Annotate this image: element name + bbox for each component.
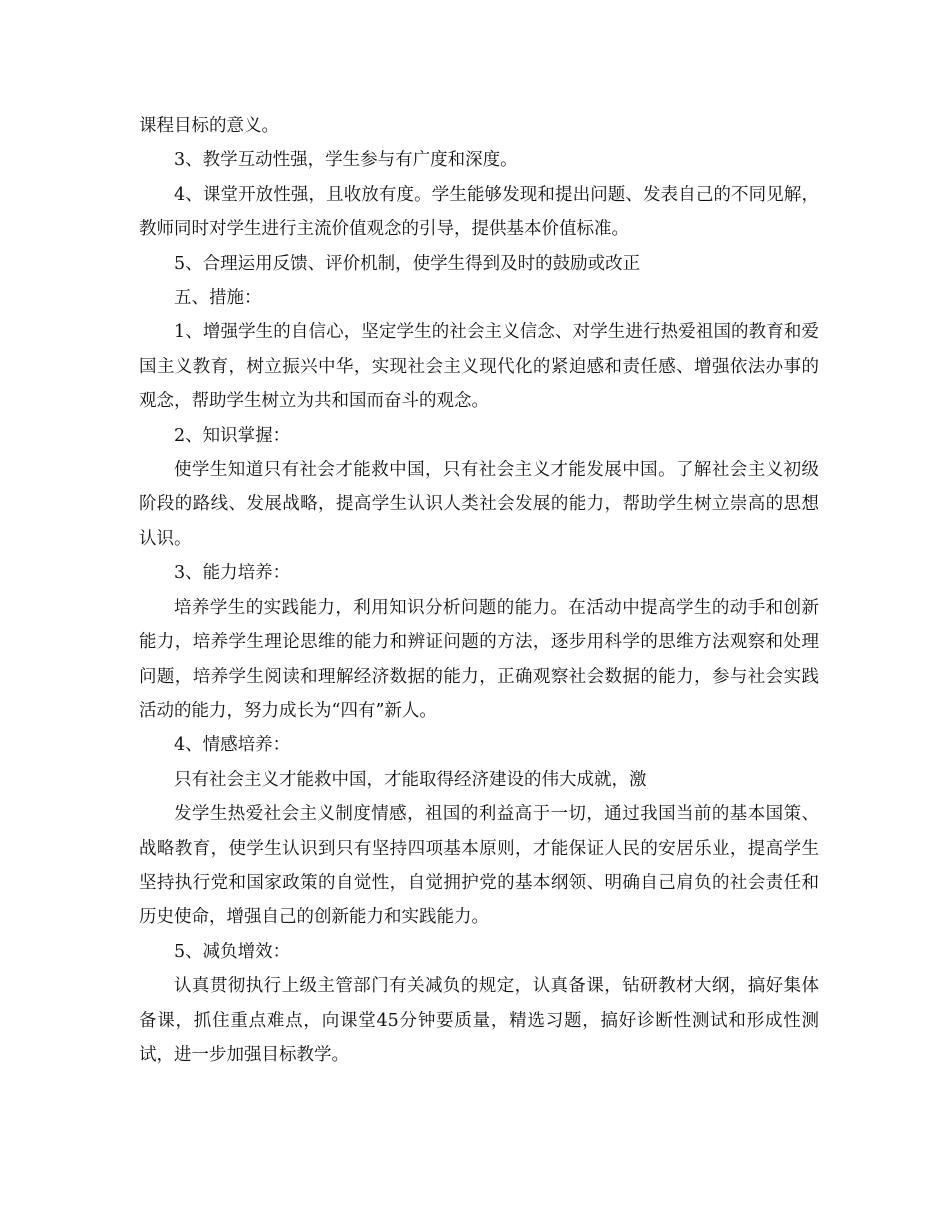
paragraph-emotion-line: 只有社会主义才能救中国，才能取得经济建设的伟大成就，激: [174, 769, 647, 790]
paragraph-item-3: 3、教学互动性强，学生参与有广度和深度。: [174, 150, 518, 171]
section-heading-measures: 五、措施：: [174, 288, 262, 309]
paragraph-item-5: 5、合理运用反馈、评价机制，使学生得到及时的鼓励或改正: [174, 253, 641, 274]
subheading-emotion: 4、情感培养：: [174, 735, 291, 756]
paragraph-item-4: 4、课堂开放性强，且收放有度。学生能够发现和提出问题、发表自己的不同见解，教师同时对学生进行主流价值观念的引导，提供基本价值标准。: [139, 184, 819, 240]
paragraph-ability: 培养学生的实践能力，利用知识分析问题的能力。在活动中提高学生的动手和创新能力，培养学生理论思维的能力和辨证问题的方法，逐步用科学的思维方法观察和处理问题，培养学生阅读和理解经济数据的能力，正确观察社会数据的能力，参与社会实践活动的能力，努力成长为“四有”新人。: [139, 597, 819, 721]
paragraph-continuation: 课程目标的意义。: [139, 116, 279, 136]
paragraph-emotion: 发学生热爱社会主义制度情感，祖国的利益高于一切，通过我国当前的基本国策、战略教育，使学生认识到只有坚持四项基本原则，才能保证人民的安居乐业，提高学生坚持执行党和国家政策的自觉性，自觉拥护党的基本纲领、明确自己肩负的社会责任和历史使命，增强自己的创新能力和实践能力。: [139, 804, 819, 928]
paragraph-burden-reduction: 认真贯彻执行上级主管部门有关减负的规定，认真备课，钻研教材大纲，搞好集体备课，抓住重点难点，向课堂45分钟要质量，精选习题，搞好诊断性测试和形成性测试，进一步加强目标教学。: [139, 976, 819, 1065]
subheading-burden-reduction: 5、减负增效：: [174, 941, 291, 962]
subheading-ability: 3、能力培养：: [174, 563, 291, 584]
document-body: [139, 109, 819, 1072]
paragraph-measure-1: 1、增强学生的自信心，坚定学生的社会主义信念、对学生进行热爱祖国的教育和爱国主义教育，树立振兴中华，实现社会主义现代化的紧迫感和责任感、增强依法办事的观念，帮助学生树立为共和国而奋斗的观念。: [139, 322, 819, 412]
paragraph-knowledge: 使学生知道只有社会才能救中国，只有社会主义才能发展中国。了解社会主义初级阶段的路线、发展战略，提高学生认识人类社会发展的能力，帮助学生树立崇高的思想认识。: [139, 460, 819, 549]
subheading-knowledge: 2、知识掌握：: [174, 425, 291, 446]
